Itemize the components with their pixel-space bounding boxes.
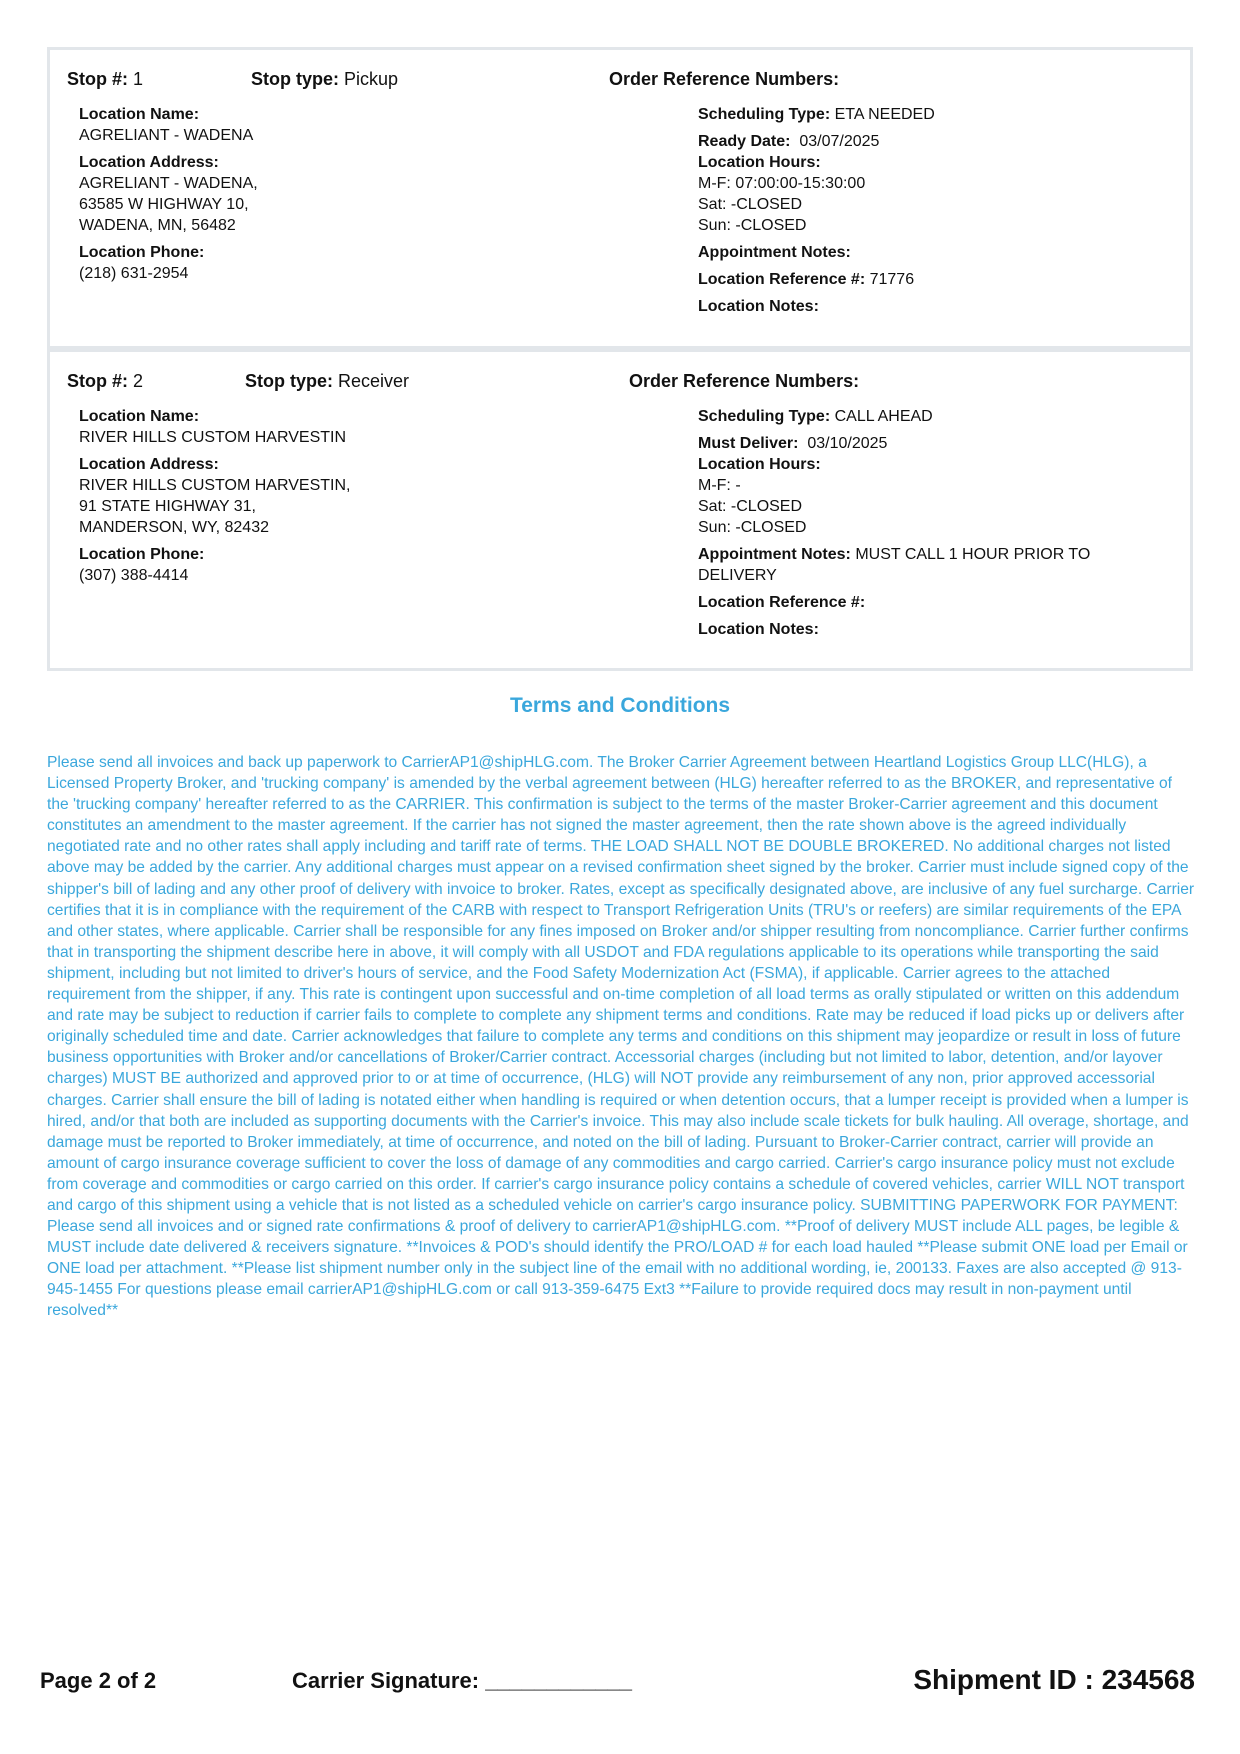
location-phone: Location Phone: (218) 631-2954 <box>79 244 205 282</box>
location-notes: Location Notes: <box>698 621 819 638</box>
stop-type: Stop type: Pickup <box>251 69 399 89</box>
carrier-signature: Carrier Signature: ____________ <box>292 1668 633 1693</box>
location-phone: Location Phone: (307) 388-4414 <box>79 546 205 584</box>
schedule-details <box>698 406 1168 646</box>
terms-body: Please send all invoices and back up paperwork to CarrierAP1@shipHLG.com. The Broker Carrier Agreement between Heartland Logistics Group LLC(HLG), a Licensed Property Broker, and 'trucking company' is amended by the verbal agreement between (HLG) hereafter referred to as the BROKER, and representative of the 'trucking company' hereafter referred to as the CARRIER. This confirmation is subject to the terms of the master Broker-Carrier agreement and this document constitutes an amendment to the master agreement. If the carrier has not signed the master agreement, then the rate shown above is the agreed individually negotiated rate and no other rates shall apply including and tariff rate of terms. THE LOAD SHALL NOT BE DOUBLE BROKERED. No additional charges not listed above may be added by the carrier. Any additional charges must appear on a revised confirmation sheet signed by the broker. Carrier must include signed copy of the shipper's bill of lading and any other proof of delivery with invoice to broker. Rates, except as specifically designated above, are inclusive of any fuel surcharge. Carrier certifies that it is in compliance with the requirement of the CARB with respect to Transport Refrigeration Units (TRU's or reefers) are similar requirements of the EPA and other states, where applicable. Carrier shall be responsible for any fines imposed on Broker and/or shipper resulting from noncompliance. Carrier further confirms that in transporting the shipment describe here in above, it will comply with all USDOT and FDA regulations applicable to its operations while transporting the said shipment, including but not limited to driver's hours of service, and the Food Safety Modernization Act (FSMA), if applicable. Carrier agrees to the attached requirement from the shipper, if any. This rate is contingent upon successful and on-time completion of all load terms as orally stipulated or written on this addendum and rate may be subject to reduction if carrier fails to complete to complete any shipment terms and conditions. Rate may be reduced if load picks up or delivers after originally scheduled time and date. Carrier acknowledges that failure to complete any terms and conditions on this shipment may jeopardize or result in loss of future business opportunities with Broker and/or cancellations of Broker/Carrier contract. Accessorial charges (including but not limited to labor, detention, and/or layover charges) MUST BE authorized and approved prior to or at time of occurrence, (HLG) will NOT provide any reimbursement of any non, prior approved accessorial charges. Carrier shall ensure the bill of lading is notated either when handling is required or when detention occurs, that a lumper receipt is provided when a lumper is hired, and/or that both are included as supporting documents with the Carrier's invoice. This may also include scale tickets for bulk hauling. All overage, shortage, and damage must be reported to Broker immediately, at time of occurrence, and noted on the bill of lading. Pursuant to Broker-Carrier contract, carrier will provide an amount of cargo insurance coverage sufficient to cover the loss of damage of any commodities and cargo carried. Carrier's cargo insurance policy must not exclude from coverage and commodities or cargo carried on this order. If carrier's cargo insurance policy contains a schedule of covered vehicles, carrier WILL NOT transport and cargo of this shipment using a vehicle that is not listed as a scheduled vehicle on carrier's cargo insurance policy. SUBMITTING PAPERWORK FOR PAYMENT: Please send all invoices and or signed rate confirmations & proof of delivery to carrierAP1@shipHLG.com. **Proof of delivery MUST include ALL pages, be legible & MUST include date delivered & receivers signature. **Invoices & POD's should identify the PRO/LOAD # for each load hauled **Please submit ONE load per Email or ONE load per attachment. **Please list shipment number only in the subject line of the email with no additional wording, ie, 200133. Faxes are also accepted @ 913-945-1455 For questions please email carrierAP1@shipHLG.com or call 913-359-6475 Ext3 **Failure to provide required docs may result in non-payment until resolved** <box>47 754 1195 1320</box>
location-name: Location Name: AGRELIANT - WADENA <box>79 106 254 144</box>
location-hours: Location Hours: M-F: 07:00:00-15:30:00 Sat: -CLOSED Sun: -CLOSED <box>698 154 866 234</box>
location-reference: Location Reference #: 71776 <box>698 271 915 288</box>
stop-card-2 <box>47 349 1193 671</box>
schedule-details <box>698 104 1168 323</box>
location-details <box>79 406 639 592</box>
stop-number: Stop #: 1 <box>67 69 144 89</box>
must-deliver-date: Must Deliver: 03/10/2025 <box>698 435 888 452</box>
order-reference-heading: Order Reference Numbers: <box>609 69 840 89</box>
location-address: Location Address: AGRELIANT - WADENA, 63585 W HIGHWAY 10, WADENA, MN, 56482 <box>79 154 258 234</box>
location-reference: Location Reference #: <box>698 594 866 611</box>
appointment-notes: Appointment Notes: <box>698 244 851 261</box>
location-name: Location Name: RIVER HILLS CUSTOM HARVESTIN <box>79 408 347 446</box>
terms-title: Terms and Conditions <box>509 694 731 717</box>
ready-date: Ready Date: 03/07/2025 <box>698 133 880 150</box>
order-reference-heading: Order Reference Numbers: <box>629 371 860 391</box>
appointment-notes: Appointment Notes: MUST CALL 1 HOUR PRIOR TO DELIVERY <box>698 546 1091 584</box>
stop-number: Stop #: 2 <box>67 371 144 391</box>
stop-type: Stop type: Receiver <box>245 371 410 391</box>
signature-line: ____________ <box>485 1668 633 1693</box>
location-address: Location Address: RIVER HILLS CUSTOM HARVESTIN, 91 STATE HIGHWAY 31, MANDERSON, WY, 82432 <box>79 456 351 536</box>
scheduling-type: Scheduling Type: ETA NEEDED <box>698 106 935 123</box>
location-hours: Location Hours: M-F: - Sat: -CLOSED Sun: -CLOSED <box>698 456 821 536</box>
stop-card-1 <box>47 47 1193 349</box>
scheduling-type: Scheduling Type: CALL AHEAD <box>698 408 933 425</box>
page-number: Page 2 of 2 <box>40 1668 157 1693</box>
shipment-id: Shipment ID : 234568 <box>913 1664 1195 1695</box>
location-details <box>79 104 639 290</box>
location-notes: Location Notes: <box>698 298 819 315</box>
